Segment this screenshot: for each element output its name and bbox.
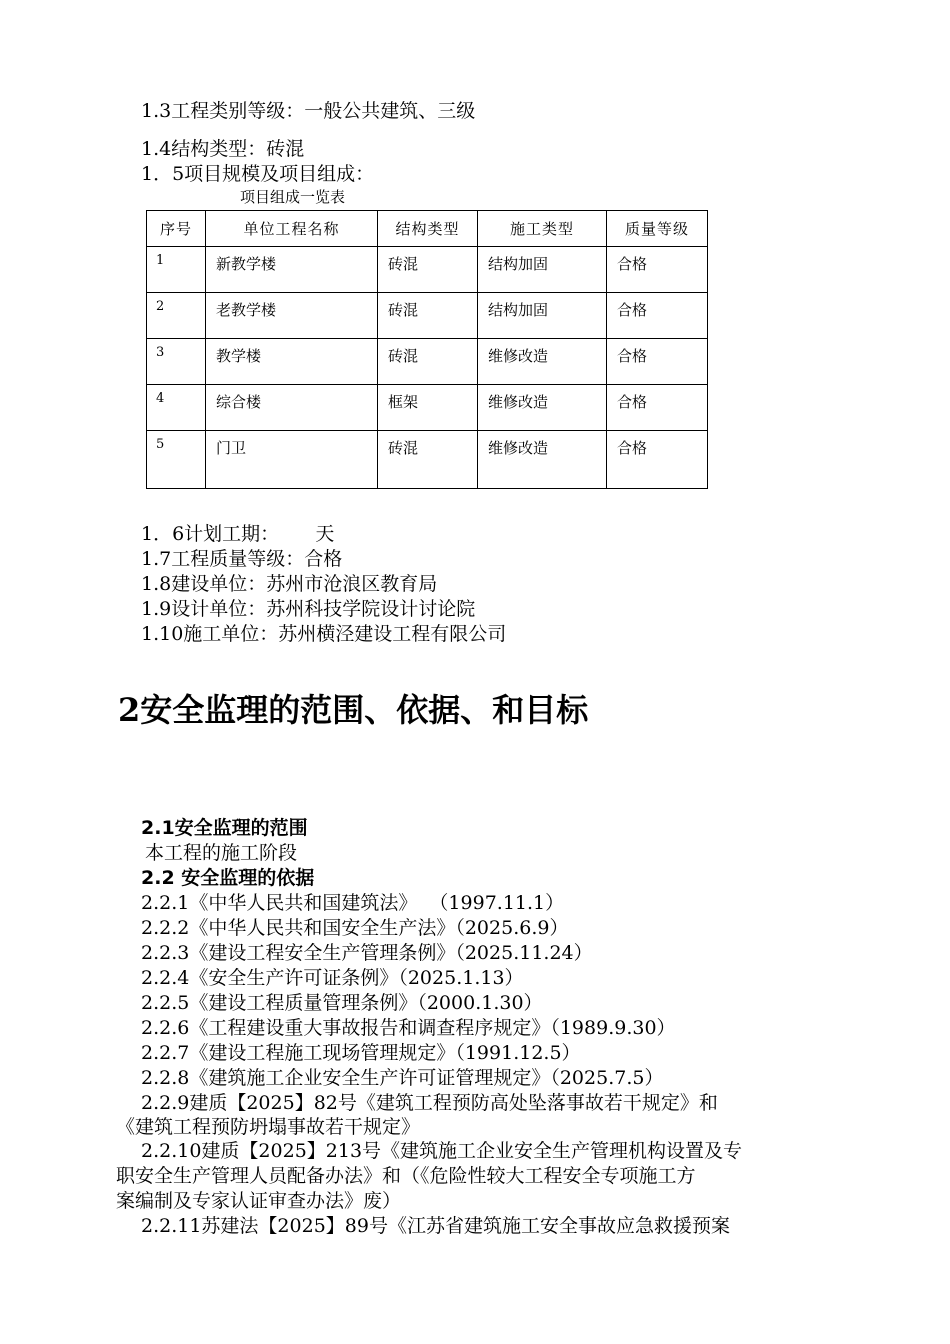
header-cell: 序号 bbox=[147, 211, 206, 247]
basis-item-2-2-11-line1: 2.2.11苏建法【2025】89号《江苏省建筑施工安全事故应急救援预案 bbox=[141, 1215, 730, 1237]
table-cell: 门卫 bbox=[206, 431, 378, 489]
basis-item-2-2-9-line1: 2.2.9建质【2025】82号《建筑工程预防高处坠落事故若干规定》和 bbox=[141, 1092, 718, 1114]
table-cell: 合格 bbox=[607, 385, 708, 431]
table-row bbox=[147, 247, 708, 293]
item-1-4: 1.4结构类型：砖混 bbox=[141, 138, 305, 160]
basis-item: 2.2.7《建设工程施工现场管理规定》（1991.12.5） bbox=[141, 1042, 581, 1064]
table-cell: 砖混 bbox=[378, 431, 478, 489]
basis-item: 2.2.3《建设工程安全生产管理条例》（2025.11.24） bbox=[141, 942, 593, 964]
basis-item: 2.2.2《中华人民共和国安全生产法》（2025.6.9） bbox=[141, 917, 569, 939]
table-cell: 砖混 bbox=[378, 247, 478, 293]
project-table bbox=[146, 210, 708, 489]
table-row bbox=[147, 385, 708, 431]
item-1-8: 1.8建设单位：苏州市沧浪区教育局 bbox=[141, 573, 438, 595]
table-cell: 砖混 bbox=[378, 339, 478, 385]
item-1-9: 1.9设计单位：苏州科技学院设计讨论院 bbox=[141, 598, 476, 620]
item-1-10: 1.10施工单位：苏州横泾建设工程有限公司 bbox=[141, 623, 507, 645]
table-cell: 结构加固 bbox=[478, 247, 607, 293]
basis-item-2-2-9-line2: 《建筑工程预防坍塌事故若干规定》 bbox=[116, 1116, 421, 1138]
subsection-2-1-body: 本工程的施工阶段 bbox=[145, 842, 298, 864]
table-cell: 砖混 bbox=[378, 293, 478, 339]
table-cell: 4 bbox=[147, 385, 206, 431]
basis-item: 2.2.6《工程建设重大事故报告和调查程序规定》（1989.9.30） bbox=[141, 1017, 676, 1039]
table-cell: 教学楼 bbox=[206, 339, 378, 385]
table-row bbox=[147, 431, 708, 489]
table-cell: 合格 bbox=[607, 339, 708, 385]
subsection-2-1-title: 2.1安全监理的范围 bbox=[141, 817, 308, 839]
table-header-row bbox=[147, 211, 708, 247]
table-cell: 合格 bbox=[607, 293, 708, 339]
table-cell: 5 bbox=[147, 431, 206, 489]
basis-item: 2.2.5《建设工程质量管理条例》（2000.1.30） bbox=[141, 992, 543, 1014]
header-cell: 结构类型 bbox=[378, 211, 478, 247]
table-cell: 结构加固 bbox=[478, 293, 607, 339]
item-1-6: 1．6计划工期： 天 bbox=[141, 523, 335, 545]
basis-item: 2.2.8《建筑施工企业安全生产许可证管理规定》（2025.7.5） bbox=[141, 1067, 664, 1089]
table-cell: 维修改造 bbox=[478, 431, 607, 489]
table-cell: 新教学楼 bbox=[206, 247, 378, 293]
basis-item: 2.2.4《安全生产许可证条例》（2025.1.13） bbox=[141, 967, 524, 989]
table-cell: 综合楼 bbox=[206, 385, 378, 431]
basis-item-2-2-10-line3: 案编制及专家认证审查办法》废） bbox=[116, 1190, 402, 1212]
subsection-2-2-title: 2.2 安全监理的依据 bbox=[141, 867, 315, 889]
table-cell: 维修改造 bbox=[478, 339, 607, 385]
table-cell: 老教学楼 bbox=[206, 293, 378, 339]
header-cell: 单位工程名称 bbox=[206, 211, 378, 247]
basis-item: 2.2.1《中华人民共和国建筑法》 （1997.11.1） bbox=[141, 892, 565, 914]
table-row bbox=[147, 339, 708, 385]
basis-item-2-2-10-line1: 2.2.10建质【2025】213号《建筑施工企业安全生产管理机构设置及专 bbox=[141, 1140, 743, 1162]
table-cell: 3 bbox=[147, 339, 206, 385]
table-cell: 1 bbox=[147, 247, 206, 293]
table-cell: 合格 bbox=[607, 247, 708, 293]
table-cell: 2 bbox=[147, 293, 206, 339]
header-cell: 施工类型 bbox=[478, 211, 607, 247]
basis-item-2-2-10-line2: 职安全生产管理人员配备办法》和（《危险性较大工程安全专项施工方 bbox=[116, 1165, 696, 1187]
item-1-5: 1．5项目规模及项目组成： bbox=[141, 163, 375, 185]
table-cell: 维修改造 bbox=[478, 385, 607, 431]
table-caption: 项目组成一览表 bbox=[240, 188, 346, 206]
section-heading: 2安全监理的范围、依据、和目标 bbox=[118, 691, 589, 729]
header-cell: 质量等级 bbox=[607, 211, 708, 247]
table-cell: 合格 bbox=[607, 431, 708, 489]
item-1-7: 1.7工程质量等级：合格 bbox=[141, 548, 343, 570]
table-cell: 框架 bbox=[378, 385, 478, 431]
item-1-3: 1.3工程类别等级：一般公共建筑、三级 bbox=[141, 100, 476, 122]
table-row bbox=[147, 293, 708, 339]
